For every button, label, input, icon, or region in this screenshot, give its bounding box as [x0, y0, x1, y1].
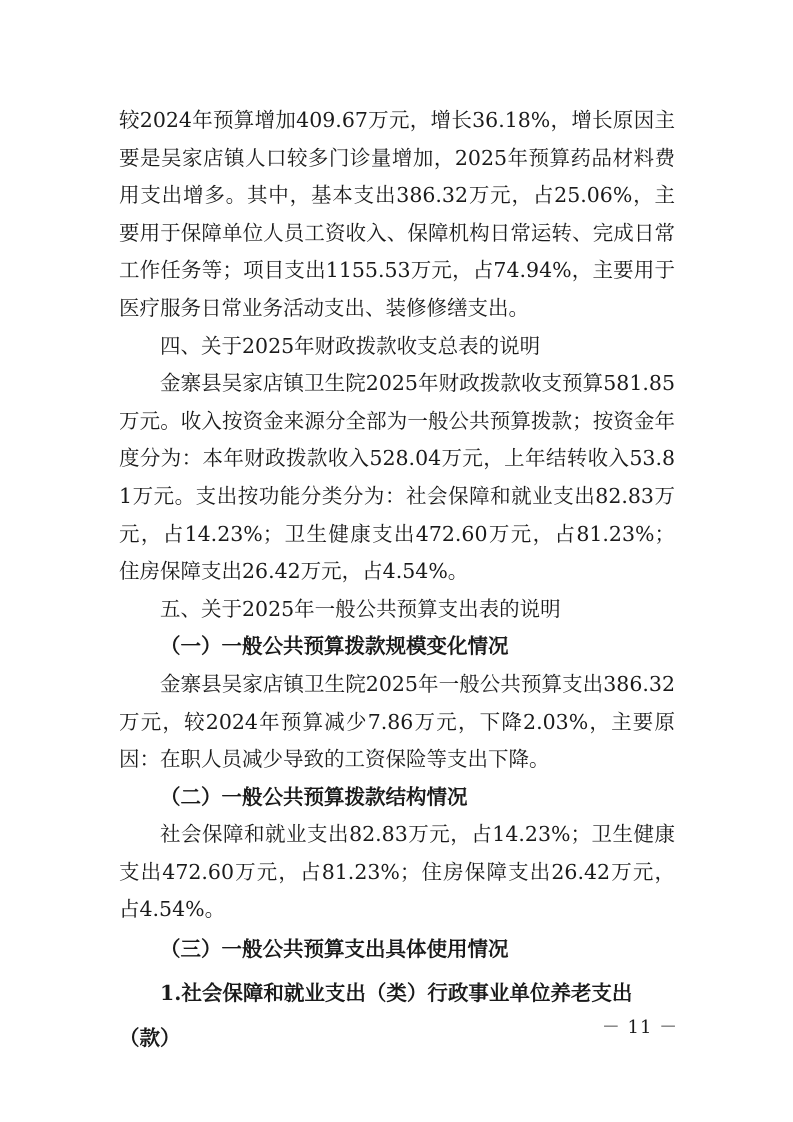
section-heading-4: 四、关于2025年财政拨款收支总表的说明: [160, 333, 541, 358]
paragraph-general-budget-expenditure: 金寨县吴家店镇卫生院2025年一般公共预算支出386.32万元，较2024年预算减少7.86万元，下降2.03%，主要原因：在职人员减少导致的工资保险等支出下降。: [119, 671, 675, 772]
paragraph-fiscal-allocation: 金寨县吴家店镇卫生院2025年财政拨款收支预算581.85万元。收入按资金来源分全部为一般公共预算拨款；按资金年度分为：本年财政拨款收入528.04万元，上年结转收入53.81万元。支出按功能分类分为：社会保障和就业支出82.83万元，占14.23%；卫生健康支出472.60万元，占81.23%；住房保障支出26.42万元，占4.54%。: [119, 371, 675, 584]
item-heading-social-security: 1.社会保障和就业支出（类）行政事业单位养老支出（款）: [119, 980, 633, 1050]
subsection-heading-structure: （二）一般公共预算拨款结构情况: [160, 784, 468, 809]
subsection-heading-scale-change: （一）一般公共预算拨款规模变化情况: [160, 634, 509, 659]
paragraph-structure-details: 社会保障和就业支出82.83万元，占14.23%；卫生健康支出472.60万元，占81.23%；住房保障支出26.42万元，占4.54%。: [119, 822, 675, 922]
page-number: － 11 －: [601, 1017, 679, 1038]
document-body: [119, 102, 675, 1061]
subsection-heading-usage: （三）一般公共预算支出具体使用情况: [160, 937, 509, 962]
paragraph-budget-increase: 较2024年预算增加409.67万元，增长36.18%，增长原因主要是吴家店镇人口较多门诊量增加，2025年预算药品材料费用支出增多。其中，基本支出386.32万元，占25.06%，主要用于保障单位人员工资收入、保障机构日常运转、完成日常工作任务等；项目支出1155.53万元，占74.94%，主要用于医疗服务日常业务活动支出、装修修缮支出。: [119, 108, 675, 320]
section-heading-5: 五、关于2025年一般公共预算支出表的说明: [160, 596, 561, 621]
